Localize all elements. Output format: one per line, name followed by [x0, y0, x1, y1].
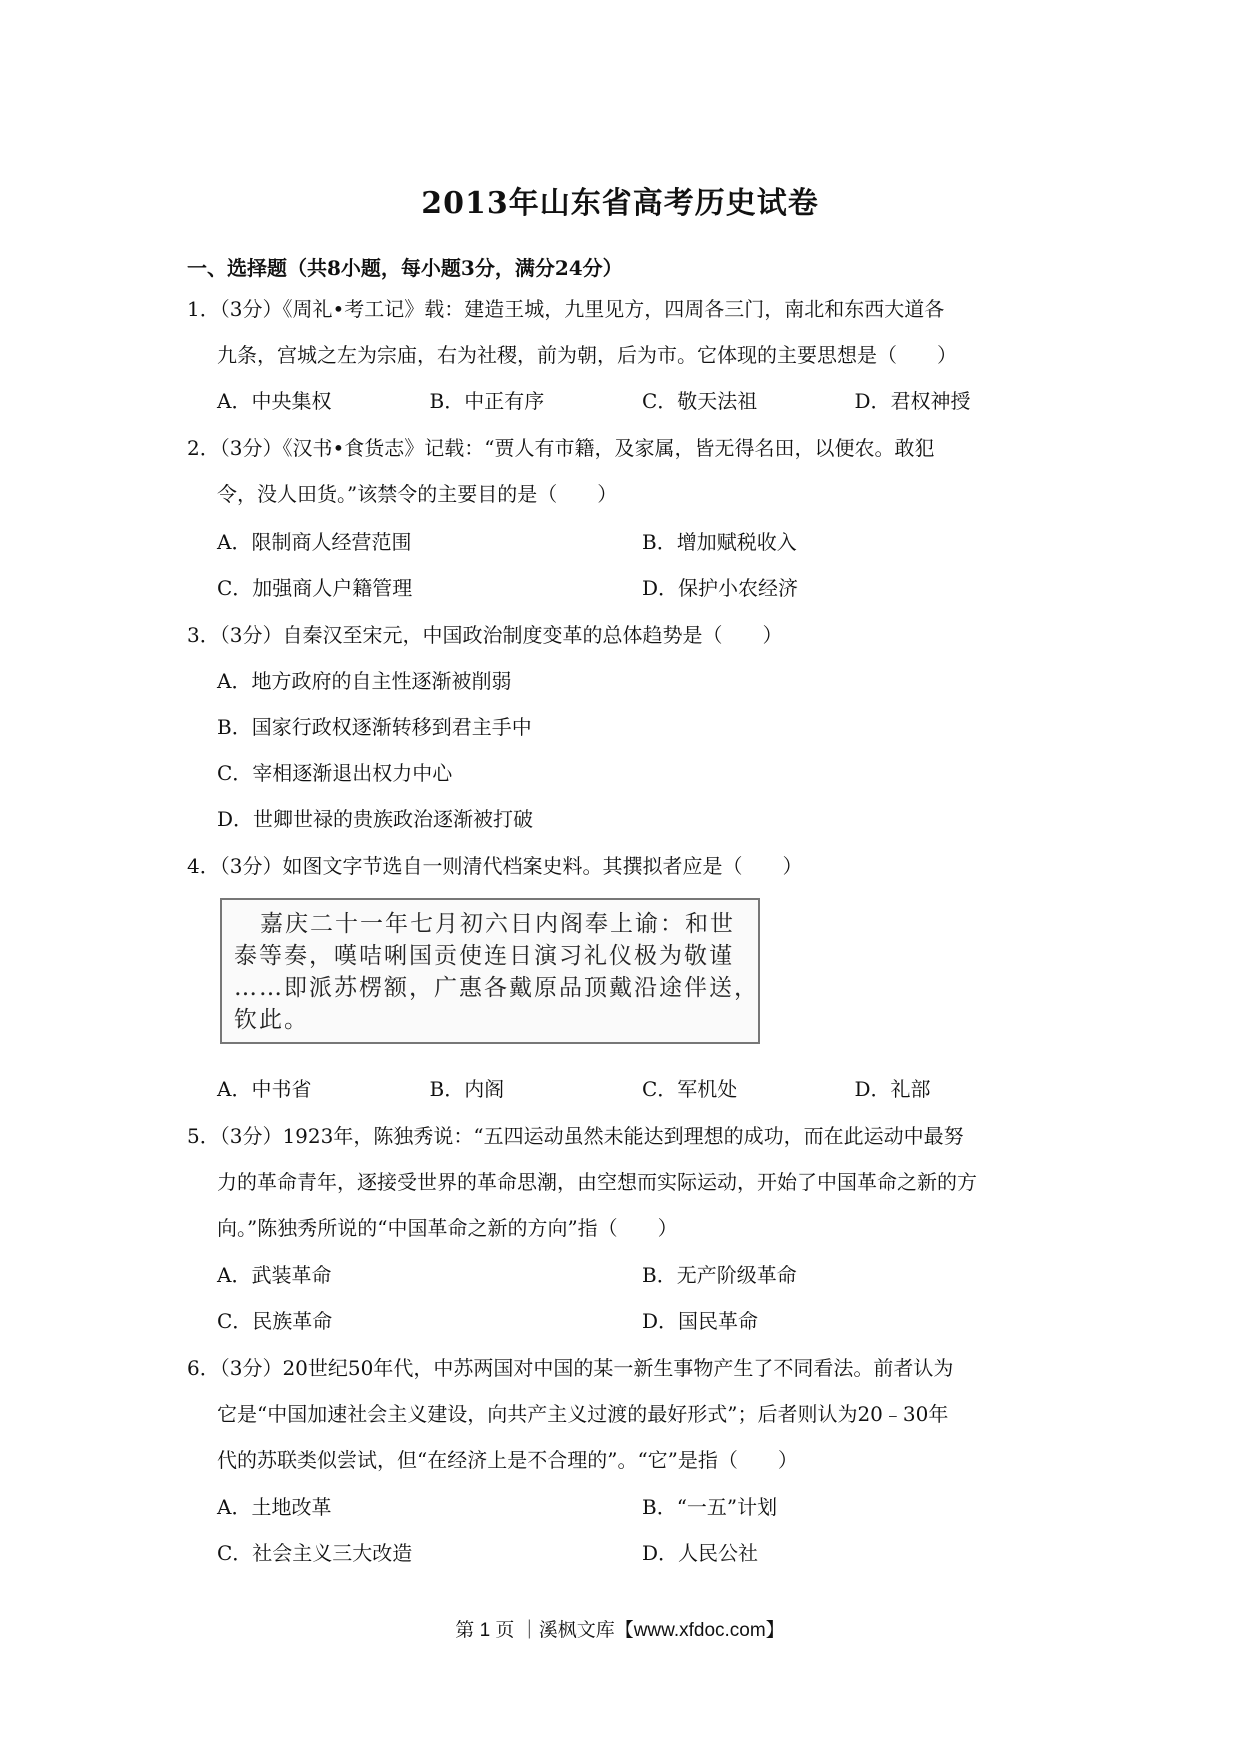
question-3: [187, 612, 1067, 658]
archive-excerpt-image: [220, 898, 760, 1044]
option-c: C．军机处: [642, 1077, 738, 1101]
question-text: 向。”陈独秀所说的“中国革命之新的方向”指（ ）: [217, 1216, 678, 1240]
question-text: 令，没人田货。”该禁令的主要目的是（ ）: [217, 482, 618, 506]
question-4: [187, 843, 1067, 889]
excerpt-line: 嘉庆二十一年七月初六日内阁奉上谕：和世: [260, 911, 735, 937]
question-text: 6．（3分）20世纪50年代，中苏两国对中国的某一新生事物产生了不同看法。前者认为: [187, 1356, 954, 1380]
option-a: A．限制商人经营范围: [217, 530, 412, 554]
question-1: [187, 286, 1067, 378]
section-heading: 一、选择题（共8小题，每小题3分，满分24分）: [187, 256, 623, 280]
excerpt-line: 钦此。: [234, 1007, 309, 1033]
question-text: 3．（3分）自秦汉至宋元，中国政治制度变革的总体趋势是（ ）: [187, 623, 783, 647]
question-text: 力的革命青年，逐接受世界的革命思潮，由空想而实际运动，开始了中国革命之新的方: [217, 1170, 977, 1194]
options-1: [217, 378, 1067, 424]
excerpt-line: 泰等奏，嘆咭唎国贡使连日演习礼仪极为敬谨: [234, 943, 734, 969]
option-d: D．保护小农经济: [642, 576, 799, 600]
question-6: [187, 1345, 1067, 1483]
option-d: D．君权神授: [854, 389, 971, 413]
option-b: B．国家行政权逐渐转移到君主手中: [217, 715, 532, 739]
option-a: A．中央集权: [217, 389, 332, 413]
option-d: D．世卿世禄的贵族政治逐渐被打破: [217, 807, 534, 831]
option-d: D．国民革命: [642, 1309, 759, 1333]
options-3: [217, 658, 1067, 842]
question-text: 4．（3分）如图文字节选自一则清代档案史料。其撰拟者应是（ ）: [187, 854, 803, 878]
option-a: A．土地改革: [217, 1495, 332, 1519]
option-b: B．无产阶级革命: [642, 1263, 797, 1287]
option-c: C．社会主义三大改造: [217, 1541, 413, 1565]
option-c: C．加强商人户籍管理: [217, 576, 413, 600]
page-footer: 第 1 页 ｜溪枫文库【www.xfdoc.com】: [455, 1620, 785, 1641]
question-text: 2．（3分）《汉书•食货志》记载：“贾人有市籍，及家属，皆无得名田，以便农。敢犯: [187, 436, 935, 460]
option-a: A．武装革命: [217, 1263, 332, 1287]
option-c: C．民族革命: [217, 1309, 333, 1333]
option-b: B．“一五”计划: [642, 1495, 778, 1519]
question-text: 代的苏联类似尝试，但“在经济上是不合理的”。“它”是指（ ）: [217, 1448, 798, 1472]
option-c: C．敬天法祖: [642, 389, 758, 413]
option-a: A．中书省: [217, 1077, 312, 1101]
option-b: B．内阁: [429, 1077, 505, 1101]
option-d: D．人民公社: [642, 1541, 759, 1565]
question-text: 九条，宫城之左为宗庙，右为社稷，前为朝，后为市。它体现的主要思想是（ ）: [217, 343, 957, 367]
excerpt-line: ……即派苏楞额，广惠各戴原品顶戴沿途伴送，: [234, 975, 759, 1001]
question-2: [187, 425, 1067, 517]
option-a: A．地方政府的自主性逐渐被削弱: [217, 669, 512, 693]
option-b: B．增加赋税收入: [642, 530, 797, 554]
question-5: [187, 1113, 1067, 1251]
options-6: [217, 1484, 1067, 1576]
option-b: B．中正有序: [429, 389, 545, 413]
option-d: D．礼部: [854, 1077, 931, 1101]
question-text: 1．（3分）《周礼•考工记》载：建造王城，九里见方，四周各三门，南北和东西大道各: [187, 297, 945, 321]
page-title: 2013年山东省高考历史试卷: [421, 186, 819, 221]
options-2: [217, 519, 1067, 611]
options-4: [217, 1066, 1067, 1112]
options-5: [217, 1252, 1067, 1344]
option-c: C．宰相逐渐退出权力中心: [217, 761, 453, 785]
question-text: 它是“中国加速社会主义建设，向共产主义过渡的最好形式”；后者则认为20﹣30年: [217, 1402, 949, 1426]
question-text: 5．（3分）1923年，陈独秀说：“五四运动虽然未能达到理想的成功，而在此运动中最努: [187, 1124, 964, 1148]
